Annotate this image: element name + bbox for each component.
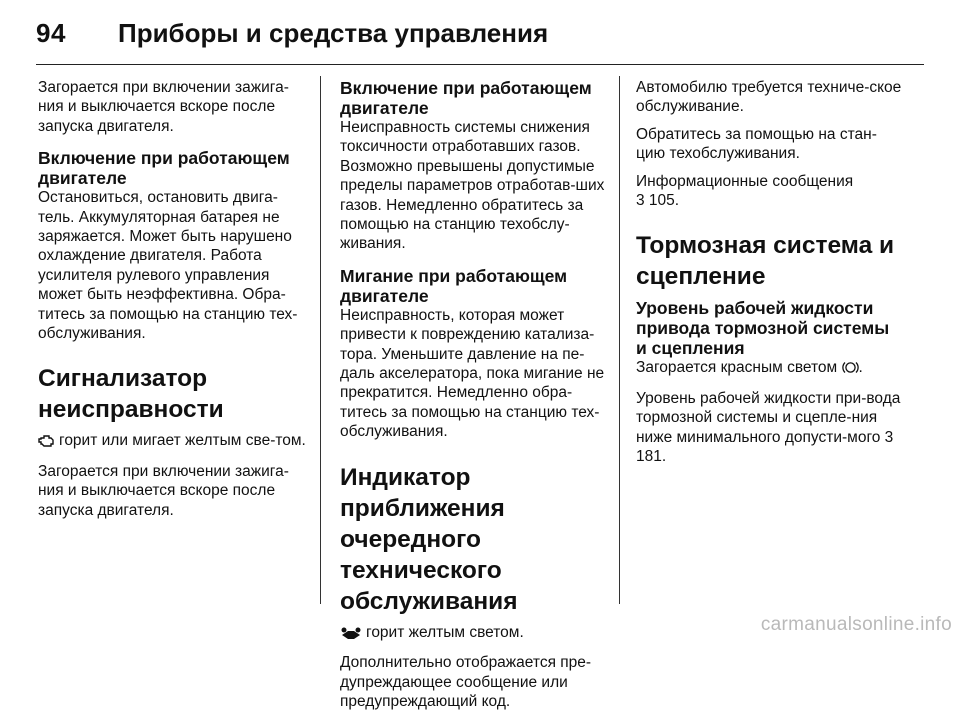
page-title: Приборы и средства управления	[118, 18, 549, 48]
section-title: Сигнализатор неисправности	[38, 365, 224, 424]
paragraph: Уровень рабочей жидкости при-вода тормозной системы и сцепле-ния ниже минимального допусти-мого 3 181.	[636, 389, 901, 466]
paragraph: Загорается при включении зажига-ния и выключается вскоре после запуска двигателя.	[38, 462, 289, 519]
page-header	[36, 18, 924, 58]
column-divider-1	[320, 76, 321, 604]
section-heading: Мигание при работающем двигателе	[340, 265, 568, 306]
paragraph: Информационные сообщения 3 105.	[636, 172, 854, 210]
section-title: Тормозная система и сцепление	[636, 232, 895, 291]
section-title: Индикатор приближения очередного технического обслуживания	[340, 463, 518, 615]
paragraph: Неисправность, которая может привести к повреждению катализа-тора. Уменьшите давление на пе-даль акселератора, пока мигание не прекратится. Немедленно обра-титесь за помощью на станцию тех-обслуживания.	[340, 306, 605, 441]
section-heading: Включение при работающем двигателе	[340, 78, 592, 118]
column-1	[38, 78, 306, 528]
column-2	[340, 78, 608, 719]
paragraph: Остановиться, остановить двига-тель. Аккумуляторная батарея не заряжается. Может быть нарушено охлаждение двигателя. Работа усилителя рулевого управления может быть неэффективна. Обра-титесь за помощью на станцию тех-обслуживания.	[38, 189, 298, 343]
paragraph: горит желтым светом.	[340, 623, 608, 645]
section-heading: Уровень рабочей жидкости привода тормозной системы и сцепления	[636, 298, 890, 359]
column-3	[636, 78, 904, 474]
paragraph: Дополнительно отображается пре-дупреждающее сообщение или предупреждающий код.	[340, 654, 592, 710]
brake-warning-icon	[842, 360, 859, 380]
header-divider	[36, 64, 924, 65]
paragraph: Неисправность системы снижения токсичности отработавших газов. Возможно превышены допустимые пределы параметров отработав-ших газов. Немедленно обратитесь за помощью на станцию техобслу-живания.	[340, 119, 605, 253]
engine-malfunction-icon	[38, 433, 55, 453]
watermark: carmanualsonline.info	[760, 614, 952, 635]
paragraph: Загорается при включении зажига-ния и выключается вскоре после запуска двигателя.	[38, 79, 289, 135]
wrench-service-icon	[340, 626, 362, 645]
paragraph: Загорается красным светом .	[636, 358, 904, 380]
paragraph: горит или мигает желтым све-том.	[38, 431, 306, 453]
page-number: 94	[36, 18, 66, 48]
column-divider-2	[619, 76, 620, 604]
paragraph: Обратитесь за помощью на стан-цию техобслуживания.	[636, 125, 877, 163]
section-heading: Включение при работающем двигателе	[38, 148, 290, 189]
paragraph: Автомобилю требуется техниче-ское обслуживание.	[636, 79, 902, 116]
page-reference-link[interactable]: 3 105.	[636, 192, 680, 210]
